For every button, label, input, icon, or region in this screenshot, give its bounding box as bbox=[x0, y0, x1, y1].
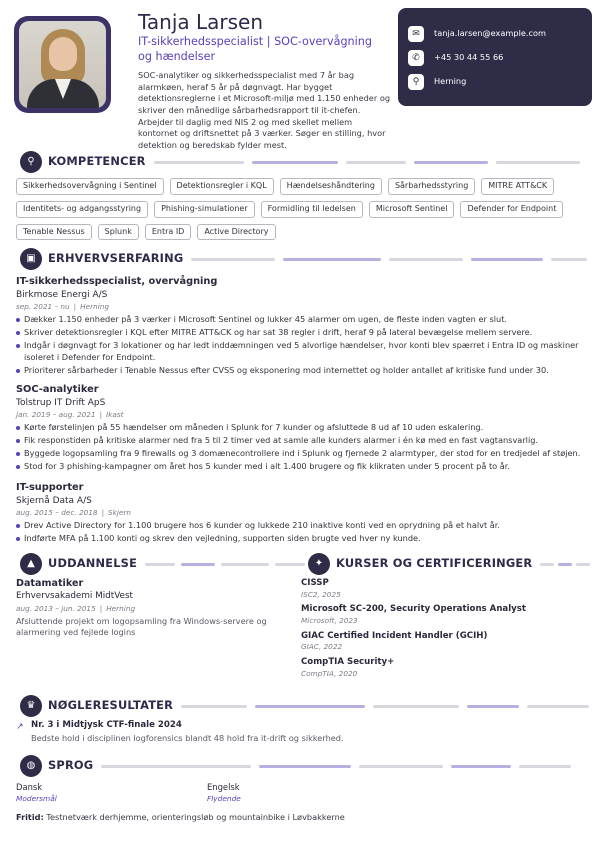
skill-tag: Defender for Endpoint bbox=[460, 201, 563, 218]
section-header-education bbox=[20, 553, 286, 575]
section-divider bbox=[540, 563, 574, 566]
section-title-experience: ERHVERVSERFARING bbox=[48, 251, 184, 266]
section-title-education: UDDANNELSE bbox=[48, 556, 138, 571]
section-header-languages bbox=[20, 755, 574, 777]
course-entry bbox=[301, 578, 591, 599]
language-name: Dansk bbox=[16, 782, 43, 792]
courses-list bbox=[301, 578, 591, 684]
achievement-title: Nr. 3 i Midtjysk CTF-finale 2024 bbox=[31, 720, 182, 730]
trend-up-icon: ↗ bbox=[16, 722, 24, 732]
phone-icon: ✆ bbox=[408, 50, 424, 66]
skill-tag: Sikkerhedsovervågning i Sentinel bbox=[16, 178, 164, 195]
course-title: Microsoft SC-200, Security Operations Analyst bbox=[301, 604, 527, 615]
skill-tag: Microsoft Sentinel bbox=[369, 201, 455, 218]
list-item: Drev Active Directory for 1.100 brugere hos 6 kunder og lukkede 210 inaktive konti ved en oprydning på et halvt år. bbox=[16, 520, 584, 532]
section-title-skills: KOMPETENCER bbox=[48, 154, 146, 169]
skill-tag: Active Directory bbox=[197, 224, 275, 241]
list-item: Byggede logopsamling fra 9 firewalls og 3 domænecontrollere ind i Splunk og fjernede 2 alarmtyper, der stod for en tredjedel af støjen. bbox=[16, 448, 584, 460]
section-divider bbox=[191, 258, 574, 261]
list-item: Indgår i døgnvagt for 3 lokationer og har ledt inddæmningen ved 5 alvorlige hændelser, hvor konti blev spærret i Entra ID og maskiner isoleret i Defender for Endpoint. bbox=[16, 340, 584, 364]
skill-tag: Entra ID bbox=[145, 224, 192, 241]
job-entry bbox=[16, 481, 584, 546]
section-header-achievements bbox=[20, 695, 574, 717]
lightbulb-icon: ⚲ bbox=[20, 151, 42, 173]
profile-summary: SOC-analytiker og sikkerhedsspecialist med 7 år bag alarmkøen, heraf 5 år på døgnvagt. Har bygget detektionsreglerne i et Microsoft-miljø med 1.150 enheder og skriver den månedlige sårbarhedsrapport til it-chefen. Arbejder til daglig med NIS 2 og med skellet mellem kontornet og driftsnettet på 3 værker. Søger en stilling, hvor detektion og beredskab fylder mest. bbox=[138, 70, 391, 150]
course-meta: ISC2, 2025 bbox=[301, 589, 341, 599]
briefcase-icon: ▣ bbox=[20, 248, 42, 270]
section-divider bbox=[145, 563, 286, 566]
course-meta: Microsoft, 2023 bbox=[301, 616, 358, 626]
job-bullets bbox=[16, 520, 584, 545]
job-company: Birkmose Energi A/S bbox=[16, 290, 108, 301]
job-bullets bbox=[16, 422, 584, 473]
job-entry bbox=[16, 383, 584, 474]
profile-photo bbox=[19, 21, 106, 108]
candidate-name: Tanja Larsen bbox=[138, 10, 264, 34]
skill-tag: Tenable Nessus bbox=[16, 224, 92, 241]
graduation-cap-icon: ▲ bbox=[20, 553, 42, 575]
job-meta: sep. 2021 – nu | Herning bbox=[16, 302, 110, 312]
location-icon: ⚲ bbox=[408, 74, 424, 90]
language-name: Engelsk bbox=[207, 782, 240, 792]
job-company: Tolstrup IT Drift ApS bbox=[16, 398, 106, 409]
job-title: IT-supporter bbox=[16, 482, 84, 493]
skill-tag: Identitets- og adgangsstyring bbox=[16, 201, 148, 218]
section-header-courses bbox=[308, 553, 574, 575]
candidate-headline: IT-sikkerhedsspecialist | SOC-overvågning og hændelser bbox=[138, 35, 372, 63]
education-meta: aug. 2013 – jun. 2015 | Herning bbox=[16, 603, 136, 613]
job-bullets bbox=[16, 314, 584, 376]
hobbies-label: Fritid: bbox=[16, 812, 44, 822]
section-divider bbox=[181, 705, 574, 708]
job-meta: aug. 2015 – dec. 2018 | Skjern bbox=[16, 508, 132, 518]
section-title-achievements: NØGLERESULTATER bbox=[48, 698, 174, 713]
hobbies bbox=[16, 812, 576, 823]
education-degree: Datamatiker bbox=[16, 578, 84, 589]
list-item: Fik responstiden på kritiske alarmer ned fra 5 til 2 timer ved at samle alle kunders alarmer i én kø med en fast vagtansvarlig. bbox=[16, 435, 584, 447]
achievement-description: Bedste hold i disciplinen logforensics blandt 48 hold fra it-drift og sikkerhed. bbox=[31, 732, 344, 743]
course-entry bbox=[301, 657, 591, 678]
skill-tag: Hændelseshåndtering bbox=[280, 178, 382, 195]
hobbies-text: Testnetværk derhjemme, orienteringsløb og mountainbike i Løvbakkerne bbox=[46, 812, 345, 822]
course-title: CompTIA Security+ bbox=[301, 657, 395, 668]
email-icon: ✉ bbox=[408, 26, 424, 42]
contact-phone[interactable] bbox=[408, 46, 582, 70]
section-divider bbox=[101, 765, 574, 768]
course-entry bbox=[301, 631, 591, 652]
language-entry bbox=[16, 782, 207, 804]
language-level: Flydende bbox=[207, 794, 241, 804]
skill-tag: Formidling til ledelsen bbox=[261, 201, 363, 218]
achievement-entry bbox=[16, 720, 576, 744]
skills-list bbox=[16, 178, 576, 240]
list-item: Kørte førstelinjen på 55 hændelser om måneden i Splunk for 7 kunder og afsluttede 8 ud af 10 uden eskalering. bbox=[16, 422, 584, 434]
list-item: Indførte MFA på 1.100 konti og skrev den vejledning, supporten siden brugte ved hver ny kunde. bbox=[16, 533, 584, 545]
contact-box bbox=[398, 8, 592, 106]
job-company: Skjernå Data A/S bbox=[16, 496, 92, 507]
education-description: Afsluttende projekt om logopsamling fra Windows-servere og alarmering ved fejlede logins bbox=[16, 615, 267, 638]
languages-list bbox=[16, 782, 576, 804]
section-header-experience bbox=[20, 248, 574, 270]
education-entry bbox=[16, 578, 278, 639]
job-title: SOC-analytiker bbox=[16, 384, 99, 395]
course-entry bbox=[301, 604, 591, 625]
course-meta: CompTIA, 2020 bbox=[301, 668, 358, 678]
contact-email[interactable] bbox=[408, 22, 582, 46]
list-item: Skriver detektionsregler i KQL efter MITRE ATT&CK og har sat 38 regler i drift, heraf 9 på lateral bevægelse mellem servere. bbox=[16, 327, 584, 339]
contact-email-text: tanja.larsen@example.com bbox=[434, 28, 546, 39]
certificate-icon: ✦ bbox=[308, 553, 330, 575]
trophy-icon: ♛ bbox=[20, 695, 42, 717]
language-entry bbox=[207, 782, 398, 804]
contact-phone-text: +45 30 44 55 66 bbox=[434, 52, 504, 63]
course-meta: GIAC, 2022 bbox=[301, 642, 343, 652]
list-item: Dækker 1.150 enheder på 3 værker i Microsoft Sentinel og lukker 45 alarmer om ugen, de fleste inden vagten er slut. bbox=[16, 314, 584, 326]
skill-tag: Splunk bbox=[98, 224, 139, 241]
globe-icon: ◍ bbox=[20, 755, 42, 777]
job-title: IT-sikkerhedsspecialist, overvågning bbox=[16, 276, 218, 287]
job-entry bbox=[16, 275, 584, 378]
skill-tag: Phishing-simulationer bbox=[154, 201, 255, 218]
skill-tag: Sårbarhedsstyring bbox=[388, 178, 475, 195]
list-item: Stod for 3 phishing-kampagner om året hos 5 kunder med i alt 1.400 brugere og fik klikraten under 5 procent på to år. bbox=[16, 461, 584, 473]
list-item: Prioriterer sårbarheder i Tenable Nessus efter CVSS og eksponering mod internettet og holder antallet af kritiske fund under 30. bbox=[16, 365, 584, 377]
section-title-languages: SPROG bbox=[48, 758, 94, 773]
course-title: GIAC Certified Incident Handler (GCIH) bbox=[301, 630, 488, 641]
skill-tag: MITRE ATT&CK bbox=[481, 178, 554, 195]
course-title: CISSP bbox=[301, 578, 329, 588]
section-header-skills bbox=[20, 151, 574, 173]
contact-location-text: Herning bbox=[434, 76, 467, 87]
section-title-courses: KURSER OG CERTIFICERINGER bbox=[336, 556, 533, 571]
profile-photo-frame bbox=[14, 16, 111, 113]
language-level: Modersmål bbox=[16, 794, 57, 804]
job-meta: jan. 2019 – aug. 2021 | Ikast bbox=[16, 410, 124, 420]
contact-location bbox=[408, 70, 582, 94]
skill-tag: Detektionsregler i KQL bbox=[170, 178, 274, 195]
section-divider bbox=[154, 161, 574, 164]
education-school: Erhvervsakademi MidtVest bbox=[16, 590, 133, 601]
